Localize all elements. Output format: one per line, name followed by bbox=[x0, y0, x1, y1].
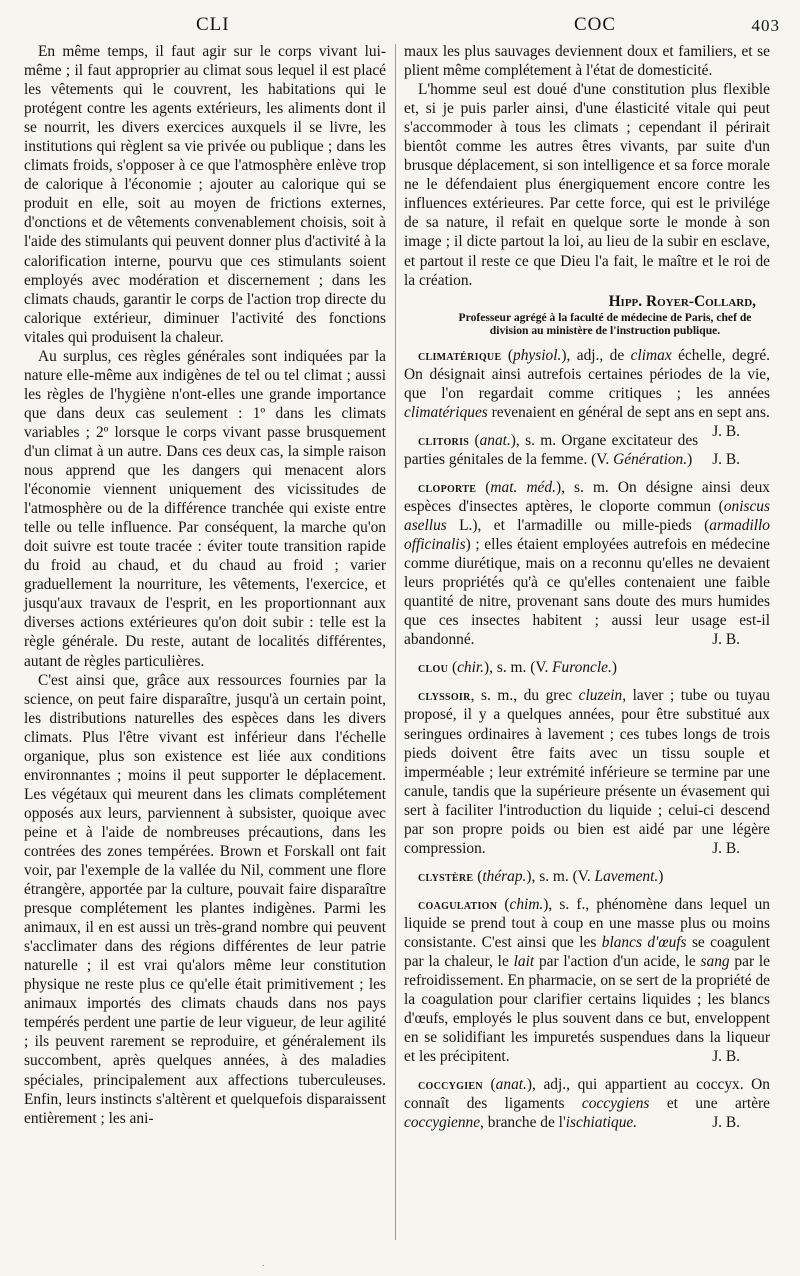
paragraph: En même temps, il faut agir sur le corps vivant lui-même ; il faut approprier au climat sous lequel il est placé les vêtements qui le couvrent, les habitations qui le protégent contre les agents extérieurs, les aliments dont il se nourrit, les divers exercices auxquels il se livre, les institutions qui règlent sa vie privée ou publique ; dans les climats froids, s'opposer à ce que l'atmosphère enlève trop de calorique à l'économie ; ajouter au calorique qui se produit en elle, soit au moyen de frictions externes, d'onctions et de vêtements convenablement choisis, soit à l'aide des stimulants qui peuvent donner plus d'activité à la calorification interne, pourvu que ces stimulants soient employés avec modération et discernement ; dans les climats chauds, garantir le corps de l'action trop directe du calorique extérieur, diminuer l'activité des fonctions vitales qui produisent la chaleur. bbox=[24, 43, 386, 346]
entry-text: ), adj., qui appartient au coccyx. On connaît des ligaments bbox=[404, 1076, 770, 1113]
entry-text: revenaient en général de sept ans en sept ans. bbox=[487, 403, 770, 421]
entry-text: et une artère bbox=[649, 1095, 770, 1113]
entry-text: ), s. f., phénomène dans lequel un liquide se prend tout à coup en une masse plus ou moins consistante. C'est ainsi que les bbox=[404, 895, 770, 951]
entry-signature: J. B. bbox=[712, 1114, 740, 1132]
entry-italic: climax bbox=[630, 346, 672, 364]
entry-italic: oniscus asellus bbox=[404, 497, 770, 535]
footer-mark: . bbox=[262, 1258, 265, 1268]
running-head-left: CLI bbox=[196, 14, 230, 35]
left-column bbox=[24, 42, 386, 1128]
entry-signature: J. B. bbox=[712, 422, 740, 440]
entry-text: , s. m., du grec bbox=[470, 687, 579, 705]
right-column bbox=[404, 42, 770, 1132]
entry-italic: cluzein bbox=[578, 687, 623, 705]
entry-headword: clyssoir bbox=[418, 688, 471, 704]
entry-text: ( bbox=[473, 867, 483, 885]
entry-italic: anat. bbox=[479, 431, 511, 449]
entry-clou bbox=[404, 658, 770, 677]
entry-headword: clou bbox=[418, 660, 449, 676]
entry-text: L.), et l'armadille ou mille-pieds ( bbox=[446, 517, 710, 535]
entry-italic: lait bbox=[513, 953, 535, 971]
entry-headword: clystère bbox=[418, 868, 474, 884]
entry-italic: sang bbox=[700, 953, 730, 971]
entry-italic: mat. méd. bbox=[490, 478, 556, 496]
entry-text: par le refroidissement. En pharmacie, on se sert de la propriété de la coagulation pour clarifier certains liquides ; les blancs d'œufs, employés le plus souvent dans ce but, enveloppent en se solidifiant les impuretés suspendues dans la liqueur et les précipitent. bbox=[404, 953, 770, 1066]
entry-text: se coagulent par la chaleur, le bbox=[404, 933, 770, 971]
entry-signature: J. B. bbox=[712, 1048, 740, 1066]
entry-signature: J. B. bbox=[712, 839, 740, 857]
entry-text: ( bbox=[469, 431, 480, 449]
entry-text: ( bbox=[476, 478, 491, 496]
entry-text: ( bbox=[501, 346, 514, 364]
entry-italic: armadillo officinalis bbox=[404, 517, 770, 554]
author-affiliation: Professeur agrégé à la faculté de médecine de Paris, chef de division au ministère de l'instruction publique. bbox=[458, 310, 752, 337]
column-divider bbox=[395, 44, 396, 1240]
entry-italic: Furoncle. bbox=[552, 659, 612, 677]
running-head-right: COC bbox=[574, 14, 617, 35]
entry-text: ), s. m. On désigne ainsi deux espèces d'insectes aptères, le cloporte commun ( bbox=[404, 478, 770, 515]
entry-italic: climatériques bbox=[404, 403, 488, 421]
entry-signature: J. B. bbox=[712, 450, 740, 468]
entry-text: , laver ; tube ou tuyau proposé, il y a quelques années, pour être substitué aux seringues ordinaires à lavement ; ces tubes longs de trois pieds doivent être faits avec un tissu souple et imperméable ; leur extrémité inférieure se termine par une canule, tandis que la supérieure présente un évasement qui sert à faciliter l'introduction du liquide ; celui-ci descend par son propre poids ou bien est aidé par une légère compression. bbox=[404, 687, 770, 857]
entry-italic: chim. bbox=[509, 895, 544, 913]
entry-text: ), s. m. (V. bbox=[526, 867, 595, 885]
entry-signature: J. B. bbox=[712, 631, 740, 649]
entry-italic: anat. bbox=[495, 1076, 527, 1094]
entry-text: ) bbox=[611, 659, 617, 677]
entry-headword: climatérique bbox=[418, 347, 502, 363]
entry-cloporte bbox=[404, 478, 770, 649]
paragraph: L'homme seul est doué d'une constitution plus flexible et, si je puis parler ainsi, d'une élasticité vitale qui peut s'accommoder à tous les climats ; cependant il périrait bientôt comme les autres êtres vivants, par suite d'un brusque déplacement, si son intelligence et sa force morale ne le défendaient plus énergiquement encore contre les influences extérieures. Par cette force, qui est le privilége de sa nature, il refait en quelque sorte le monde à son image ; il dicte partout la loi, au lieu de la subir en esclave, et partout il reste ce que Dieu l'a fait, le maître et le roi de la création. bbox=[404, 81, 770, 289]
paragraph: maux les plus sauvages deviennent doux et familiers, et se plient même complétement à l'état de domesticité. bbox=[404, 43, 770, 80]
entry-italic: Génération. bbox=[613, 450, 688, 468]
entry-italic: blancs d'œufs bbox=[601, 933, 687, 951]
entry-clystere bbox=[404, 867, 770, 886]
entry-text: ) bbox=[687, 450, 693, 468]
entry-text: ( bbox=[482, 1076, 496, 1094]
entry-headword: coagulation bbox=[418, 896, 498, 912]
entry-text: ) bbox=[658, 867, 664, 885]
entry-headword: cloporte bbox=[418, 479, 477, 495]
entry-text: échelle, degré. On désignait ainsi autrefois certaines périodes de la vie, que l'on regardait comme critiques ; les années bbox=[404, 346, 771, 402]
entry-headword: clitoris bbox=[418, 432, 470, 448]
entry-italic: Lavement. bbox=[594, 867, 659, 885]
entry-text: ), s. m. Organe excitateur des parties génitales de la femme. (V. bbox=[404, 431, 699, 468]
entry-italic: thérap. bbox=[482, 867, 527, 885]
author-signature: Hipp. Royer-Collard, bbox=[608, 292, 756, 310]
entry-clyssoir bbox=[404, 686, 770, 857]
paragraph: C'est ainsi que, grâce aux ressources fournies par la science, on peut faire disparaître, jusqu'à un certain point, les distributions naturelles des espèces dans les divers climats. Plus l'être vivant est inférieur dans l'échelle organique, plus son existence est liée aux conditions environnantes ; moins il peut supporter le déplacement. Les végétaux qui meurent dans les climats complétement opposés aux leurs, parviennent à subsister, quoique avec peine et à l'aide de nombreuses précautions, dans les contrées des zones tempérées. Brown et Forskall ont fait voir, par l'exemple de la vallée du Nil, comment une flore étrangère, apportée par la culture, pouvait faire disparaître presque complétement les plantes indigènes. Parmi les animaux, il en est aussi un très-grand nombre qui peuvent s'acclimater dans des régions différentes de leur patrie naturelle ; il est vrai qu'alors même leur constitution physique ne reste plus ce qu'elle était primitivement ; les animaux importés des climats chauds dans nos pays tempérés perdent une partie de leur vigueur, de leur agilité ; ils peuvent rarement se reproduire, et généralement ils succombent, après quelques années, à des maladies spéciales, principalement aux affections tuberculeuses. Enfin, leurs instincts s'altèrent et quelquefois disparaissent entièrement ; les ani- bbox=[24, 671, 386, 1127]
entry-text: ) ; elles étaient employées autrefois en médecine comme diurétique, mais on a reconnu qu'elles ne devaient leurs propriétés qu'à ce qu'elles contenaient une faible quantité de nitre, provenant sans doute des murs humides que ces insectes habitent ; aussi leur usage est-il abandonné. bbox=[404, 536, 770, 649]
entry-coccygien bbox=[404, 1075, 770, 1132]
entry-italic: ischiatique. bbox=[565, 1114, 638, 1132]
entry-headword: coccygien bbox=[418, 1077, 483, 1093]
entry-text: ), adj., de bbox=[561, 346, 631, 364]
entry-italic: coccygienne bbox=[404, 1114, 481, 1132]
paragraph: Au surplus, ces règles générales sont indiquées par la nature elle-même aux indigènes de tel ou tel climat ; aussi les règles de l'hygiène n'ont-elles une grande importance que dans deux cas seulement : 1º dans les climats variables ; 2º lorsque le corps vivant passe brusquement d'un climat à un autre. Dans ces deux cas, la simple raison nous apprend que les dangers qui menacent alors l'économie viennent uniquement des vicissitudes de l'atmosphère ou de la différence tranchée qui existe entre telle ou telle influence. Par conséquent, la marche qu'on doit suivre est toute tracée : éviter toute transition rapide du froid au chaud, et du chaud au froid ; varier graduellement la nourriture, les vêtements, l'exercice, et jusqu'aux travaux de l'esprit, en les proportionnant aux diverses actions extérieures qu'on doit subir : telle est la règle générale. Du reste, autant de localités différentes, autant de règles particulières. bbox=[24, 347, 386, 670]
page-number: 403 bbox=[751, 16, 780, 35]
entry-text: , branche de l' bbox=[480, 1114, 566, 1132]
entry-text: ), s. m. (V. bbox=[484, 659, 553, 677]
entry-coagulation bbox=[404, 895, 770, 1066]
entry-text: ( bbox=[448, 659, 458, 677]
entry-italic: coccygiens bbox=[581, 1095, 650, 1113]
entry-text: par l'action d'un acide, le bbox=[534, 953, 701, 971]
entry-italic: physiol. bbox=[513, 346, 562, 364]
entry-text: ( bbox=[497, 895, 510, 913]
entry-italic: chir. bbox=[457, 659, 485, 677]
